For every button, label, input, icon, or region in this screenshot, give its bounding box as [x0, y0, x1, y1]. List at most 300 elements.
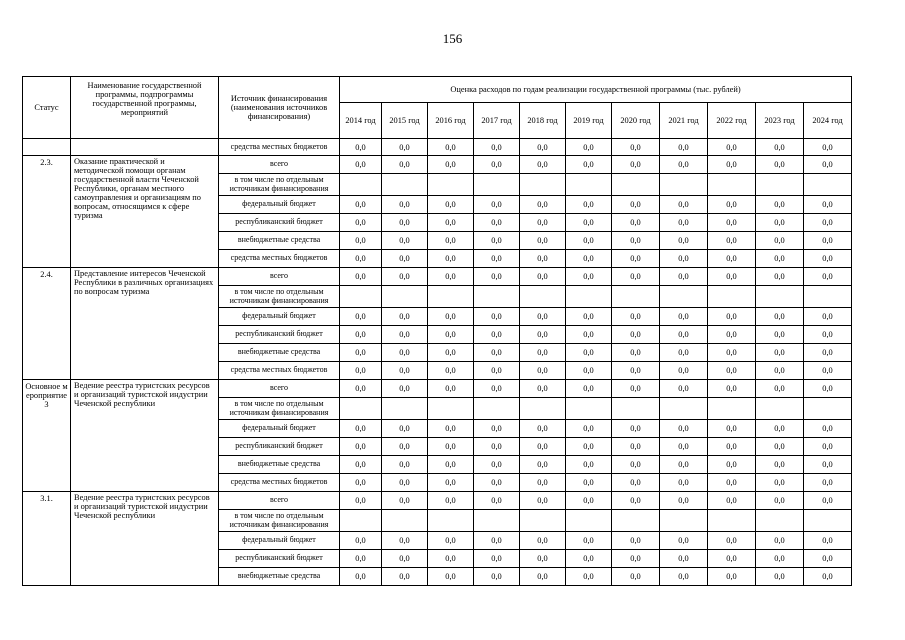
value-cell: 0,0: [566, 308, 612, 326]
value-cell: 0,0: [566, 232, 612, 250]
program-name-cell: Представление интересов Чеченской Республики в различных организациях по вопросам туризма: [71, 268, 219, 380]
value-cell: 0,0: [660, 474, 708, 492]
value-cell: 0,0: [340, 380, 382, 398]
value-cell: [566, 398, 612, 420]
value-cell: 0,0: [382, 550, 428, 568]
value-cell: 0,0: [566, 250, 612, 268]
value-cell: 0,0: [340, 550, 382, 568]
source-cell: внебюджетные средства: [219, 232, 340, 250]
value-cell: [660, 398, 708, 420]
value-cell: 0,0: [804, 380, 852, 398]
value-cell: 0,0: [428, 344, 474, 362]
value-cell: 0,0: [756, 568, 804, 586]
value-cell: 0,0: [566, 532, 612, 550]
value-cell: 0,0: [660, 214, 708, 232]
value-cell: 0,0: [520, 532, 566, 550]
value-cell: 0,0: [474, 568, 520, 586]
value-cell: 0,0: [756, 139, 804, 156]
value-cell: 0,0: [612, 196, 660, 214]
value-cell: [428, 174, 474, 196]
value-cell: 0,0: [566, 362, 612, 380]
value-cell: [340, 510, 382, 532]
value-cell: 0,0: [756, 362, 804, 380]
value-cell: 0,0: [566, 344, 612, 362]
value-cell: 0,0: [756, 250, 804, 268]
value-cell: [382, 398, 428, 420]
value-cell: 0,0: [474, 492, 520, 510]
value-cell: 0,0: [660, 380, 708, 398]
value-cell: 0,0: [382, 492, 428, 510]
source-cell: всего: [219, 380, 340, 398]
value-cell: [612, 510, 660, 532]
source-cell: внебюджетные средства: [219, 568, 340, 586]
value-cell: 0,0: [428, 456, 474, 474]
value-cell: 0,0: [428, 268, 474, 286]
value-cell: 0,0: [708, 492, 756, 510]
value-cell: 0,0: [474, 156, 520, 174]
value-cell: 0,0: [660, 196, 708, 214]
value-cell: [428, 510, 474, 532]
value-cell: 0,0: [660, 326, 708, 344]
status-cell: 2.4.: [23, 268, 71, 380]
value-cell: 0,0: [612, 214, 660, 232]
value-cell: 0,0: [708, 326, 756, 344]
source-cell: республиканский бюджет: [219, 326, 340, 344]
value-cell: 0,0: [340, 532, 382, 550]
value-cell: 0,0: [804, 250, 852, 268]
value-cell: 0,0: [612, 568, 660, 586]
source-cell: средства местных бюджетов: [219, 362, 340, 380]
value-cell: 0,0: [428, 326, 474, 344]
value-cell: [660, 286, 708, 308]
value-cell: 0,0: [520, 139, 566, 156]
value-cell: 0,0: [708, 550, 756, 568]
value-cell: [804, 174, 852, 196]
source-cell: федеральный бюджет: [219, 420, 340, 438]
value-cell: 0,0: [520, 474, 566, 492]
source-cell: средства местных бюджетов: [219, 139, 340, 156]
value-cell: [612, 174, 660, 196]
value-cell: [340, 174, 382, 196]
value-cell: 0,0: [474, 456, 520, 474]
table-row: [23, 380, 852, 398]
value-cell: 0,0: [566, 326, 612, 344]
value-cell: 0,0: [804, 232, 852, 250]
value-cell: 0,0: [804, 139, 852, 156]
value-cell: [566, 174, 612, 196]
value-cell: 0,0: [340, 308, 382, 326]
value-cell: 0,0: [474, 420, 520, 438]
value-cell: [660, 174, 708, 196]
value-cell: 0,0: [804, 568, 852, 586]
value-cell: 0,0: [708, 268, 756, 286]
value-cell: 0,0: [708, 250, 756, 268]
value-cell: [756, 398, 804, 420]
source-cell: федеральный бюджет: [219, 532, 340, 550]
source-cell: в том числе по отдельным источникам финансирования: [219, 174, 340, 196]
value-cell: 0,0: [520, 156, 566, 174]
value-cell: 0,0: [612, 380, 660, 398]
value-cell: 0,0: [708, 532, 756, 550]
status-cell: 3.1.: [23, 492, 71, 586]
value-cell: 0,0: [708, 568, 756, 586]
value-cell: 0,0: [382, 456, 428, 474]
header-estimate: Оценка расходов по годам реализации государственной программы (тыс. рублей): [340, 77, 852, 103]
value-cell: 0,0: [612, 474, 660, 492]
value-cell: 0,0: [382, 139, 428, 156]
value-cell: 0,0: [428, 156, 474, 174]
header-year: 2014 год: [340, 103, 382, 139]
value-cell: 0,0: [382, 214, 428, 232]
value-cell: 0,0: [660, 139, 708, 156]
source-cell: внебюджетные средства: [219, 344, 340, 362]
value-cell: 0,0: [612, 492, 660, 510]
value-cell: 0,0: [382, 156, 428, 174]
value-cell: 0,0: [474, 474, 520, 492]
value-cell: 0,0: [520, 380, 566, 398]
value-cell: 0,0: [756, 420, 804, 438]
value-cell: 0,0: [520, 362, 566, 380]
source-cell: всего: [219, 156, 340, 174]
value-cell: 0,0: [520, 232, 566, 250]
value-cell: [756, 286, 804, 308]
value-cell: 0,0: [520, 268, 566, 286]
value-cell: 0,0: [660, 344, 708, 362]
header-year: 2021 год: [660, 103, 708, 139]
status-cell: Основное мероприятие 3: [23, 380, 71, 492]
value-cell: 0,0: [756, 308, 804, 326]
value-cell: 0,0: [708, 420, 756, 438]
value-cell: 0,0: [428, 438, 474, 456]
value-cell: 0,0: [520, 550, 566, 568]
value-cell: 0,0: [340, 568, 382, 586]
value-cell: 0,0: [520, 196, 566, 214]
empty-status-cell: [23, 139, 71, 156]
value-cell: 0,0: [756, 156, 804, 174]
value-cell: 0,0: [756, 438, 804, 456]
source-cell: в том числе по отдельным источникам финансирования: [219, 286, 340, 308]
value-cell: 0,0: [660, 438, 708, 456]
value-cell: 0,0: [612, 250, 660, 268]
value-cell: 0,0: [612, 156, 660, 174]
value-cell: 0,0: [520, 326, 566, 344]
page-number: 156: [442, 31, 463, 46]
value-cell: 0,0: [612, 532, 660, 550]
value-cell: 0,0: [382, 196, 428, 214]
header-year: 2017 год: [474, 103, 520, 139]
value-cell: 0,0: [708, 438, 756, 456]
value-cell: 0,0: [382, 308, 428, 326]
value-cell: 0,0: [428, 380, 474, 398]
source-cell: республиканский бюджет: [219, 550, 340, 568]
value-cell: 0,0: [804, 362, 852, 380]
header-year: 2015 год: [382, 103, 428, 139]
value-cell: [474, 510, 520, 532]
value-cell: 0,0: [428, 550, 474, 568]
value-cell: [520, 398, 566, 420]
value-cell: 0,0: [520, 492, 566, 510]
program-name-cell: Оказание практической и методической помощи органам государственной власти Чеченской Республики, органам местного самоуправления и организациям по вопросам, относящимся к сфере туризма: [71, 156, 219, 268]
source-cell: в том числе по отдельным источникам финансирования: [219, 510, 340, 532]
value-cell: 0,0: [804, 326, 852, 344]
value-cell: 0,0: [708, 196, 756, 214]
value-cell: 0,0: [756, 456, 804, 474]
value-cell: 0,0: [756, 344, 804, 362]
value-cell: 0,0: [340, 326, 382, 344]
value-cell: [756, 510, 804, 532]
value-cell: 0,0: [566, 156, 612, 174]
value-cell: 0,0: [340, 214, 382, 232]
value-cell: 0,0: [428, 532, 474, 550]
value-cell: 0,0: [428, 362, 474, 380]
source-cell: внебюджетные средства: [219, 456, 340, 474]
value-cell: 0,0: [474, 344, 520, 362]
value-cell: [660, 510, 708, 532]
value-cell: 0,0: [566, 268, 612, 286]
value-cell: 0,0: [474, 438, 520, 456]
value-cell: [382, 174, 428, 196]
value-cell: 0,0: [708, 214, 756, 232]
value-cell: 0,0: [520, 438, 566, 456]
value-cell: 0,0: [474, 532, 520, 550]
value-cell: 0,0: [566, 568, 612, 586]
value-cell: 0,0: [382, 268, 428, 286]
value-cell: 0,0: [340, 420, 382, 438]
value-cell: 0,0: [804, 550, 852, 568]
value-cell: 0,0: [520, 344, 566, 362]
value-cell: 0,0: [804, 308, 852, 326]
value-cell: 0,0: [382, 326, 428, 344]
value-cell: 0,0: [804, 492, 852, 510]
header-year: 2019 год: [566, 103, 612, 139]
value-cell: 0,0: [612, 308, 660, 326]
value-cell: [382, 510, 428, 532]
value-cell: 0,0: [340, 250, 382, 268]
value-cell: [804, 286, 852, 308]
value-cell: 0,0: [428, 232, 474, 250]
value-cell: [474, 398, 520, 420]
value-cell: [340, 398, 382, 420]
value-cell: 0,0: [340, 362, 382, 380]
value-cell: 0,0: [340, 474, 382, 492]
value-cell: 0,0: [474, 268, 520, 286]
value-cell: 0,0: [340, 196, 382, 214]
empty-name-cell: [71, 139, 219, 156]
value-cell: 0,0: [708, 362, 756, 380]
source-cell: федеральный бюджет: [219, 308, 340, 326]
value-cell: 0,0: [708, 456, 756, 474]
header-year: 2018 год: [520, 103, 566, 139]
value-cell: [708, 398, 756, 420]
value-cell: 0,0: [566, 456, 612, 474]
value-cell: [804, 510, 852, 532]
value-cell: 0,0: [520, 456, 566, 474]
source-cell: федеральный бюджет: [219, 196, 340, 214]
value-cell: 0,0: [660, 156, 708, 174]
value-cell: 0,0: [756, 232, 804, 250]
value-cell: 0,0: [566, 214, 612, 232]
value-cell: 0,0: [382, 474, 428, 492]
value-cell: 0,0: [756, 550, 804, 568]
value-cell: [708, 174, 756, 196]
value-cell: 0,0: [340, 344, 382, 362]
value-cell: 0,0: [340, 438, 382, 456]
header-year: 2020 год: [612, 103, 660, 139]
program-name-cell: Ведение реестра туристских ресурсов и организаций туристской индустрии Чеченской республики: [71, 492, 219, 586]
value-cell: 0,0: [612, 362, 660, 380]
value-cell: 0,0: [340, 492, 382, 510]
value-cell: 0,0: [566, 492, 612, 510]
value-cell: 0,0: [474, 550, 520, 568]
value-cell: 0,0: [660, 568, 708, 586]
value-cell: 0,0: [612, 232, 660, 250]
value-cell: 0,0: [804, 532, 852, 550]
value-cell: 0,0: [474, 196, 520, 214]
value-cell: 0,0: [708, 344, 756, 362]
source-cell: всего: [219, 492, 340, 510]
value-cell: 0,0: [520, 214, 566, 232]
header-year: 2023 год: [756, 103, 804, 139]
header-year: 2022 год: [708, 103, 756, 139]
value-cell: [382, 286, 428, 308]
value-cell: 0,0: [474, 308, 520, 326]
value-cell: 0,0: [756, 532, 804, 550]
program-name-cell: Ведение реестра туристских ресурсов и организаций туристской индустрии Чеченской республики: [71, 380, 219, 492]
value-cell: 0,0: [382, 420, 428, 438]
status-cell: 2.3.: [23, 156, 71, 268]
value-cell: [708, 510, 756, 532]
value-cell: 0,0: [660, 362, 708, 380]
value-cell: 0,0: [382, 232, 428, 250]
table-row: [23, 492, 852, 510]
value-cell: [566, 286, 612, 308]
value-cell: [708, 286, 756, 308]
value-cell: 0,0: [756, 492, 804, 510]
table-row: [23, 139, 852, 156]
value-cell: 0,0: [804, 196, 852, 214]
value-cell: 0,0: [340, 456, 382, 474]
value-cell: 0,0: [428, 568, 474, 586]
value-cell: 0,0: [382, 568, 428, 586]
value-cell: 0,0: [660, 268, 708, 286]
value-cell: 0,0: [428, 492, 474, 510]
value-cell: [474, 174, 520, 196]
value-cell: 0,0: [756, 474, 804, 492]
value-cell: 0,0: [474, 362, 520, 380]
value-cell: 0,0: [612, 139, 660, 156]
value-cell: 0,0: [382, 438, 428, 456]
value-cell: 0,0: [612, 550, 660, 568]
value-cell: 0,0: [566, 550, 612, 568]
value-cell: 0,0: [566, 196, 612, 214]
value-cell: 0,0: [340, 156, 382, 174]
value-cell: 0,0: [428, 214, 474, 232]
value-cell: 0,0: [804, 344, 852, 362]
table-row: [23, 268, 852, 286]
value-cell: 0,0: [382, 380, 428, 398]
value-cell: 0,0: [660, 456, 708, 474]
source-cell: всего: [219, 268, 340, 286]
value-cell: 0,0: [474, 250, 520, 268]
value-cell: 0,0: [566, 474, 612, 492]
value-cell: 0,0: [428, 196, 474, 214]
value-cell: 0,0: [708, 308, 756, 326]
value-cell: 0,0: [382, 250, 428, 268]
value-cell: [474, 286, 520, 308]
value-cell: 0,0: [660, 550, 708, 568]
value-cell: 0,0: [804, 156, 852, 174]
value-cell: 0,0: [612, 456, 660, 474]
value-cell: 0,0: [566, 438, 612, 456]
value-cell: 0,0: [804, 420, 852, 438]
value-cell: 0,0: [428, 308, 474, 326]
value-cell: 0,0: [660, 250, 708, 268]
value-cell: 0,0: [612, 438, 660, 456]
value-cell: [566, 510, 612, 532]
value-cell: 0,0: [660, 308, 708, 326]
value-cell: 0,0: [566, 420, 612, 438]
value-cell: 0,0: [340, 139, 382, 156]
value-cell: 0,0: [520, 250, 566, 268]
value-cell: 0,0: [520, 568, 566, 586]
value-cell: 0,0: [708, 156, 756, 174]
value-cell: 0,0: [804, 214, 852, 232]
value-cell: 0,0: [756, 214, 804, 232]
header-source: Источник финансирования (наименования источников финансирования): [219, 77, 340, 139]
header-status: Статус: [23, 77, 71, 139]
value-cell: 0,0: [804, 474, 852, 492]
value-cell: 0,0: [474, 139, 520, 156]
table-row: [23, 156, 852, 174]
value-cell: [612, 398, 660, 420]
value-cell: 0,0: [756, 326, 804, 344]
value-cell: 0,0: [474, 214, 520, 232]
value-cell: 0,0: [804, 438, 852, 456]
value-cell: 0,0: [756, 268, 804, 286]
value-cell: 0,0: [804, 456, 852, 474]
value-cell: [340, 286, 382, 308]
value-cell: 0,0: [382, 362, 428, 380]
source-cell: средства местных бюджетов: [219, 250, 340, 268]
value-cell: [520, 174, 566, 196]
value-cell: [804, 398, 852, 420]
source-cell: республиканский бюджет: [219, 438, 340, 456]
value-cell: 0,0: [708, 139, 756, 156]
value-cell: 0,0: [756, 196, 804, 214]
value-cell: [520, 510, 566, 532]
value-cell: 0,0: [428, 420, 474, 438]
value-cell: 0,0: [340, 232, 382, 250]
value-cell: [756, 174, 804, 196]
value-cell: 0,0: [708, 232, 756, 250]
value-cell: 0,0: [660, 532, 708, 550]
value-cell: [612, 286, 660, 308]
header-year: 2016 год: [428, 103, 474, 139]
value-cell: 0,0: [756, 380, 804, 398]
value-cell: 0,0: [428, 139, 474, 156]
value-cell: 0,0: [428, 474, 474, 492]
value-cell: 0,0: [340, 268, 382, 286]
value-cell: 0,0: [474, 232, 520, 250]
value-cell: 0,0: [474, 326, 520, 344]
value-cell: 0,0: [566, 380, 612, 398]
value-cell: [428, 398, 474, 420]
value-cell: 0,0: [708, 474, 756, 492]
value-cell: 0,0: [708, 380, 756, 398]
value-cell: 0,0: [382, 532, 428, 550]
source-cell: республиканский бюджет: [219, 214, 340, 232]
value-cell: 0,0: [660, 492, 708, 510]
